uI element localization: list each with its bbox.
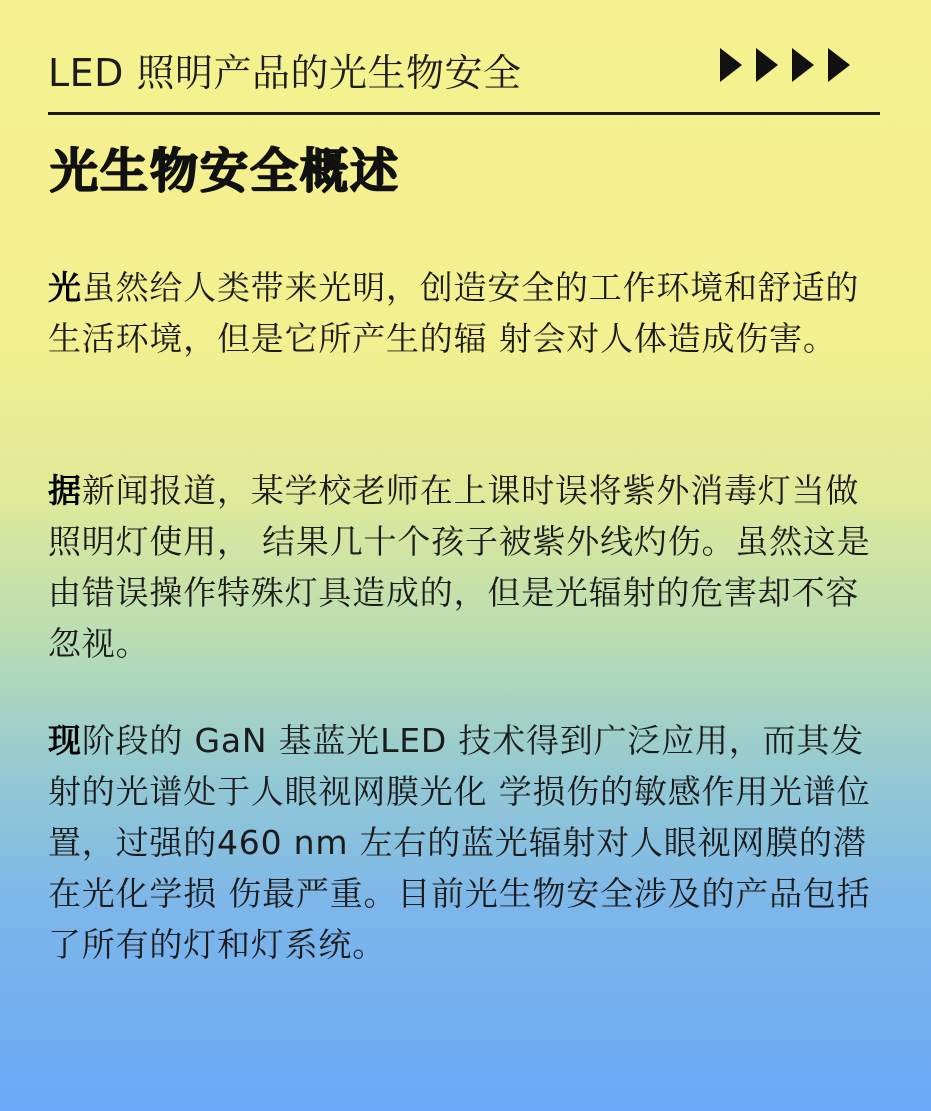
arrow-group [720,48,850,82]
paragraph-news [48,465,878,669]
play-arrow-icon [792,48,814,82]
paragraph-lead: 据 [48,471,82,510]
paragraph-lead: 现 [48,721,82,760]
paragraph-lead: 光 [48,268,82,307]
header [48,38,880,98]
page-title: 光生物安全概述 [50,143,401,199]
paragraph-light [48,262,878,364]
play-arrow-icon [720,48,742,82]
play-arrow-icon [828,48,850,82]
header-divider [48,112,880,115]
header-subtitle: LED 照明产品的光生物安全 [48,51,522,95]
paragraph-current [48,715,878,970]
paragraph-text: 阶段的 GaN 基蓝光LED 技术得到广泛应用，而其发射的光谱处于人眼视网膜光化 学损伤的敏感作用光谱位置，过强的460 nm 左右的蓝光辐射对人眼视网膜的潜在光化学损 伤最严重。目前光生物安全涉及的产品包括了所有的灯和灯系统。 [48,721,871,964]
play-arrow-icon [756,48,778,82]
paragraph-text: 虽然给人类带来光明，创造安全的工作环境和舒适的生活环境，但是它所产生的辐 射会对人体造成伤害。 [48,268,860,358]
paragraph-text: 新闻报道，某学校老师在上课时误将紫外消毒灯当做照明灯使用， 结果几十个孩子被紫外线灼伤。虽然这是由错误操作特殊灯具造成的，但是光辐射的危害却不容忽视。 [48,471,871,663]
